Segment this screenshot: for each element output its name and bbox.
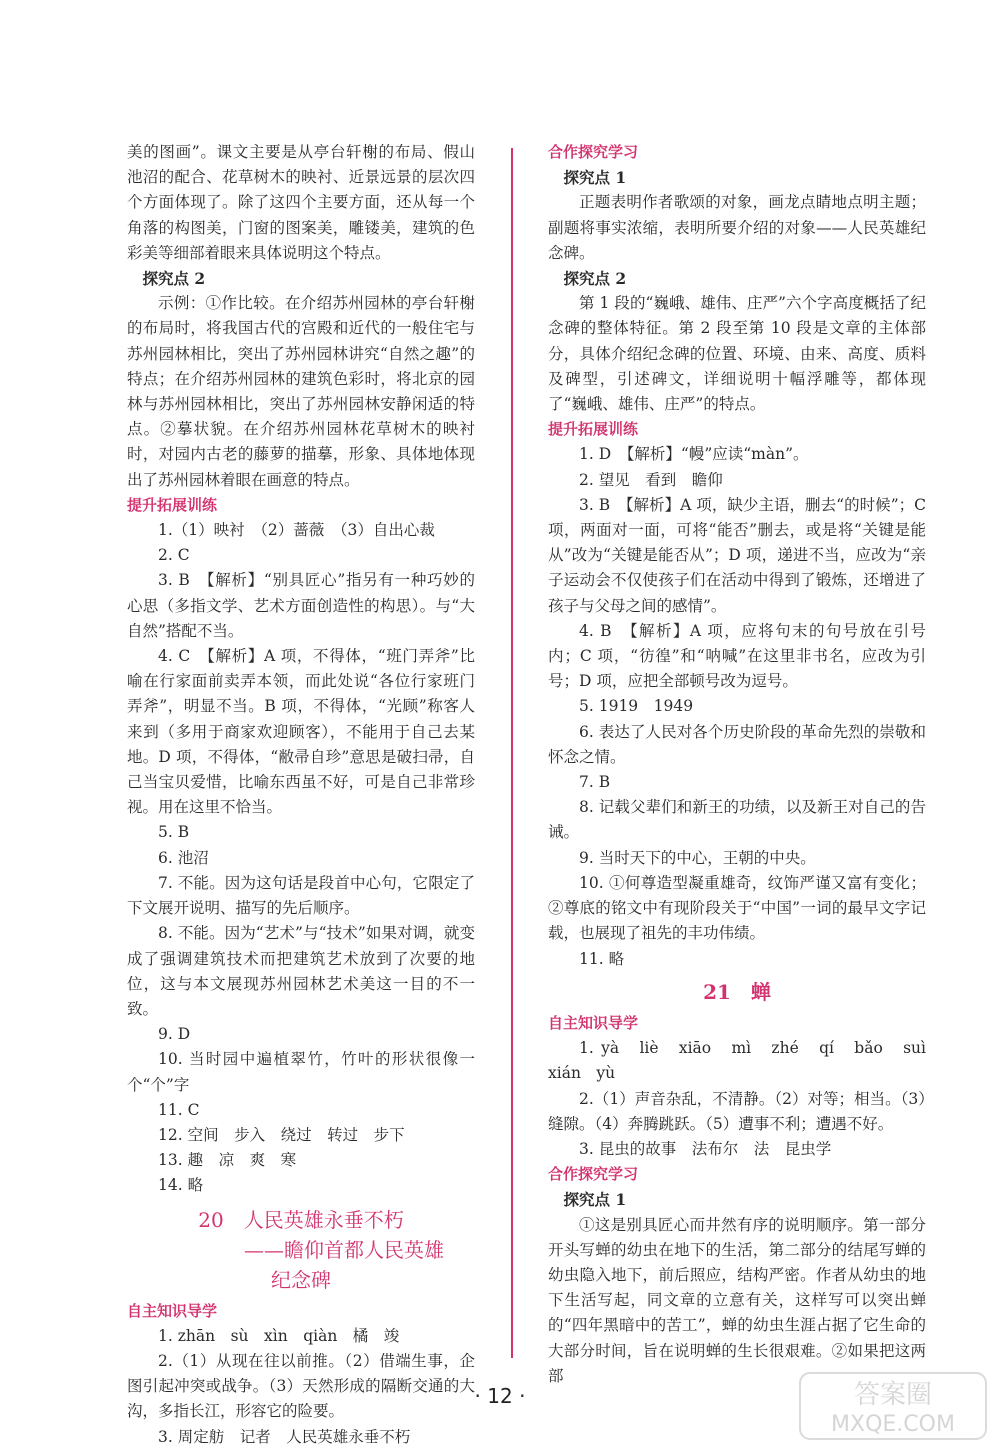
answer-item: 3. B 【解析】“别具匠心”指另有一种巧妙的心思（多指文学、艺术方面创造性的构思）。与“大自然”搭配不当。: [127, 571, 475, 640]
lesson20-title: 20 人民英雄永垂不朽: [198, 1207, 404, 1232]
lesson20-subtitle-2: 纪念碑: [271, 1267, 331, 1292]
answer-item: 13. 趣 凉 爽 寒: [158, 1151, 297, 1170]
tanjiu2-text: 第 1 段的“巍峨、雄伟、庄严”六个字高度概括了纪念碑的整体特征。第 2 段至第 10 段是文章的主体部分，具体介绍纪念碑的位置、环境、由来、高度、质料及碑型，引述碑文，详细说明十幅浮雕等，都体现了“巍峨、雄伟、庄严”的特点。: [548, 294, 926, 414]
svg-text:答案圈: 答案圈: [853, 1380, 933, 1410]
answer-item: 9. 当时天下的中心，王朝的中央。: [579, 848, 816, 867]
answer-item: 2.（1）从现在往以前推。（2）借端生事，企图引起冲突或战争。（3）天然形成的隔断交通的大沟，多指长江，形容它的险要。: [127, 1351, 475, 1421]
tanjiu2-label: 探究点 2: [563, 269, 627, 289]
answer-item: 10. ①何尊造型凝重雄奇，纹饰严谨又富有变化；②尊底的铭文中有现阶段关于“中国”一词的最早文字记载，也展现了祖先的丰功伟绩。: [548, 873, 926, 943]
column-divider: [511, 148, 513, 1358]
lesson21-title: 21 蝉: [703, 979, 771, 1004]
answer-item: 1. D 【解析】“幔”应读“màn”。: [579, 445, 809, 464]
lesson20-subtitle: ——瞻仰首都人民英雄: [244, 1237, 444, 1262]
tisheng-heading: 提升拓展训练: [548, 420, 639, 439]
answer-item: 14. 略: [158, 1176, 204, 1195]
answer-item: 7. 不能。因为这句话是段首中心句，它限定了下文展开说明、描写的先后顺序。: [127, 873, 475, 918]
answer-item: 4. C 【解析】A 项，不得体，“班门弄斧”比喻在行家面前卖弄本领，而此处说“各位行家班门弄斧”，明显不当。B 项，不得体，“光顾”称客人来到（多用于商家欢迎顾客），不能用于自己去某地。D 项，不得体，“敝帚自珍”意思是破扫帚，自己当宝贝爱惜，比喻东西虽不好，可是自己非常珍视。用在这里不恰当。: [127, 647, 475, 817]
answer-item: 7. B: [579, 773, 611, 792]
answer-item: 9. D: [158, 1025, 191, 1044]
right-column: [548, 140, 942, 1389]
svg-text:MXQE.COM: MXQE.COM: [831, 1412, 955, 1437]
hezuo-heading: 合作探究学习: [548, 143, 639, 161]
tanjiu1b-text: ①这是别具匠心而井然有序的说明顺序。第一部分开头写蝉的幼虫在地下的生活，第二部分的结尾写蝉的幼虫隐入地下，前后照应，结构严密。作者从幼虫的地下生活写起，同文章的立意有关，这样写可以突出蝉的“四年黑暗中的苦工”，蝉的幼虫生涯占据了它生命的大部分时间，旨在说明蝉的生长很艰难。②如果把这两部: [548, 1215, 926, 1385]
answer-item: 11. C: [158, 1100, 200, 1119]
tanjiu2-text: 示例：①作比较。在介绍苏州园林的亭台轩榭的布局时，将我国古代的宫殿和近代的一般住宅与苏州园林相比，突出了苏州园林讲究“自然之趣”的特点；在介绍苏州园林的建筑色彩时，将北京的园林与苏州园林相比，突出了苏州园林安静闲适的特点。②摹状貌。在介绍苏州园林花草树木的映衬时，对园内古老的藤萝的描摹，形象、具体地体现出了苏州园林着眼在画意的特点。: [127, 294, 475, 489]
answer-item: 11. 略: [579, 949, 625, 968]
answer-item: 6. 池沼: [158, 848, 209, 867]
answer-item: 6. 表达了人民对各个历史阶段的革命先烈的崇敬和怀念之情。: [548, 722, 926, 766]
page-dot-left: ·: [474, 1384, 481, 1408]
zizhu-heading: 自主知识导学: [548, 1013, 639, 1032]
answer-item: 8. 记载父辈们和新王的功绩，以及新王对自己的告诫。: [548, 798, 926, 842]
answer-item: 5. 1919 1949: [579, 697, 694, 716]
answer-item: 1. zhān sù xìn qiàn 橘 竣: [158, 1326, 400, 1345]
answer-item: 4. B 【解析】A 项，应将句末的句号放在引号内；C 项，“彷徨”和“呐喊”在这里非书名，应改为引号；D 项，应把全部顿号改为逗号。: [548, 621, 926, 691]
answer-item: 3. 昆虫的故事 法布尔 法 昆虫学: [579, 1139, 832, 1158]
tanjiu1b-label: 探究点 1: [563, 1190, 627, 1210]
lesson20-title-block: [127, 1205, 475, 1295]
answer-item: 10. 当时园中遍植翠竹，竹叶的形状很像一个“个”字: [127, 1050, 475, 1094]
page-number-text: 12: [487, 1384, 513, 1408]
answer-item: 5. B: [158, 823, 190, 842]
answer-item: 1.（1）映衬 （2）蔷薇 （3）自出心裁: [158, 521, 435, 540]
page-dot-right: ·: [519, 1384, 526, 1408]
tanjiu2-label: 探究点 2: [142, 269, 206, 289]
answer-item: 2. 望见 看到 瞻仰: [579, 470, 723, 489]
answer-item: 8. 不能。因为“艺术”与“技术”如果对调，就变成了强调建筑技术而把建筑艺术放到了次要的地位，这与本文展现苏州园林艺术美这一目的不一致。: [127, 924, 475, 1018]
answer-item: 1. yà liè xiāo mì zhé qí bǎo suì xián yù: [548, 1039, 942, 1083]
tanjiu1-label: 探究点 1: [563, 168, 627, 188]
answer-item: 2. C: [158, 546, 190, 565]
answer-item: 12. 空间 步入 绕过 转过 步下: [158, 1125, 405, 1144]
zizhu-heading: 自主知识导学: [127, 1301, 218, 1320]
hezuo-heading-2: 合作探究学习: [548, 1165, 639, 1184]
tanjiu1-text: 正题表明作者歌颂的对象，画龙点睛地点明主题；副题将事实浓缩，表明所要介绍的对象——人民英雄纪念碑。: [548, 193, 926, 262]
tisheng-heading: 提升拓展训练: [127, 495, 218, 514]
intro-paragraph: 美的图画”。课文主要是从亭台轩榭的布局、假山池沼的配合、花草树木的映衬、近景远景的层次四个方面体现了。除了这四个主要方面，还从每一个角落的构图美，门窗的图案美，雕镂美，建筑的色彩美等细部着眼来具体说明这个特点。: [127, 143, 475, 262]
watermark-logo: [798, 1369, 988, 1443]
left-column: [127, 140, 475, 1450]
answer-item: 3. B 【解析】A 项，缺少主语，删去“的时候”；C 项，两面对一面，可将“能否”删去，或是将“关键是能从”改为“关键是能否从”；D 项，递进不当，应改为“亲子运动会不仅使孩子们在活动中得到了锻炼，还增进了孩子与父母之间的感情”。: [548, 495, 926, 615]
answer-item: 2.（1）声音杂乱，不清静。（2）对等；相当。（3）缝隙。（4）奔腾跳跃。（5）遭事不利；遭遇不好。: [548, 1089, 926, 1133]
answer-item: 3. 周定舫 记者 人民英雄永垂不朽: [158, 1427, 411, 1446]
